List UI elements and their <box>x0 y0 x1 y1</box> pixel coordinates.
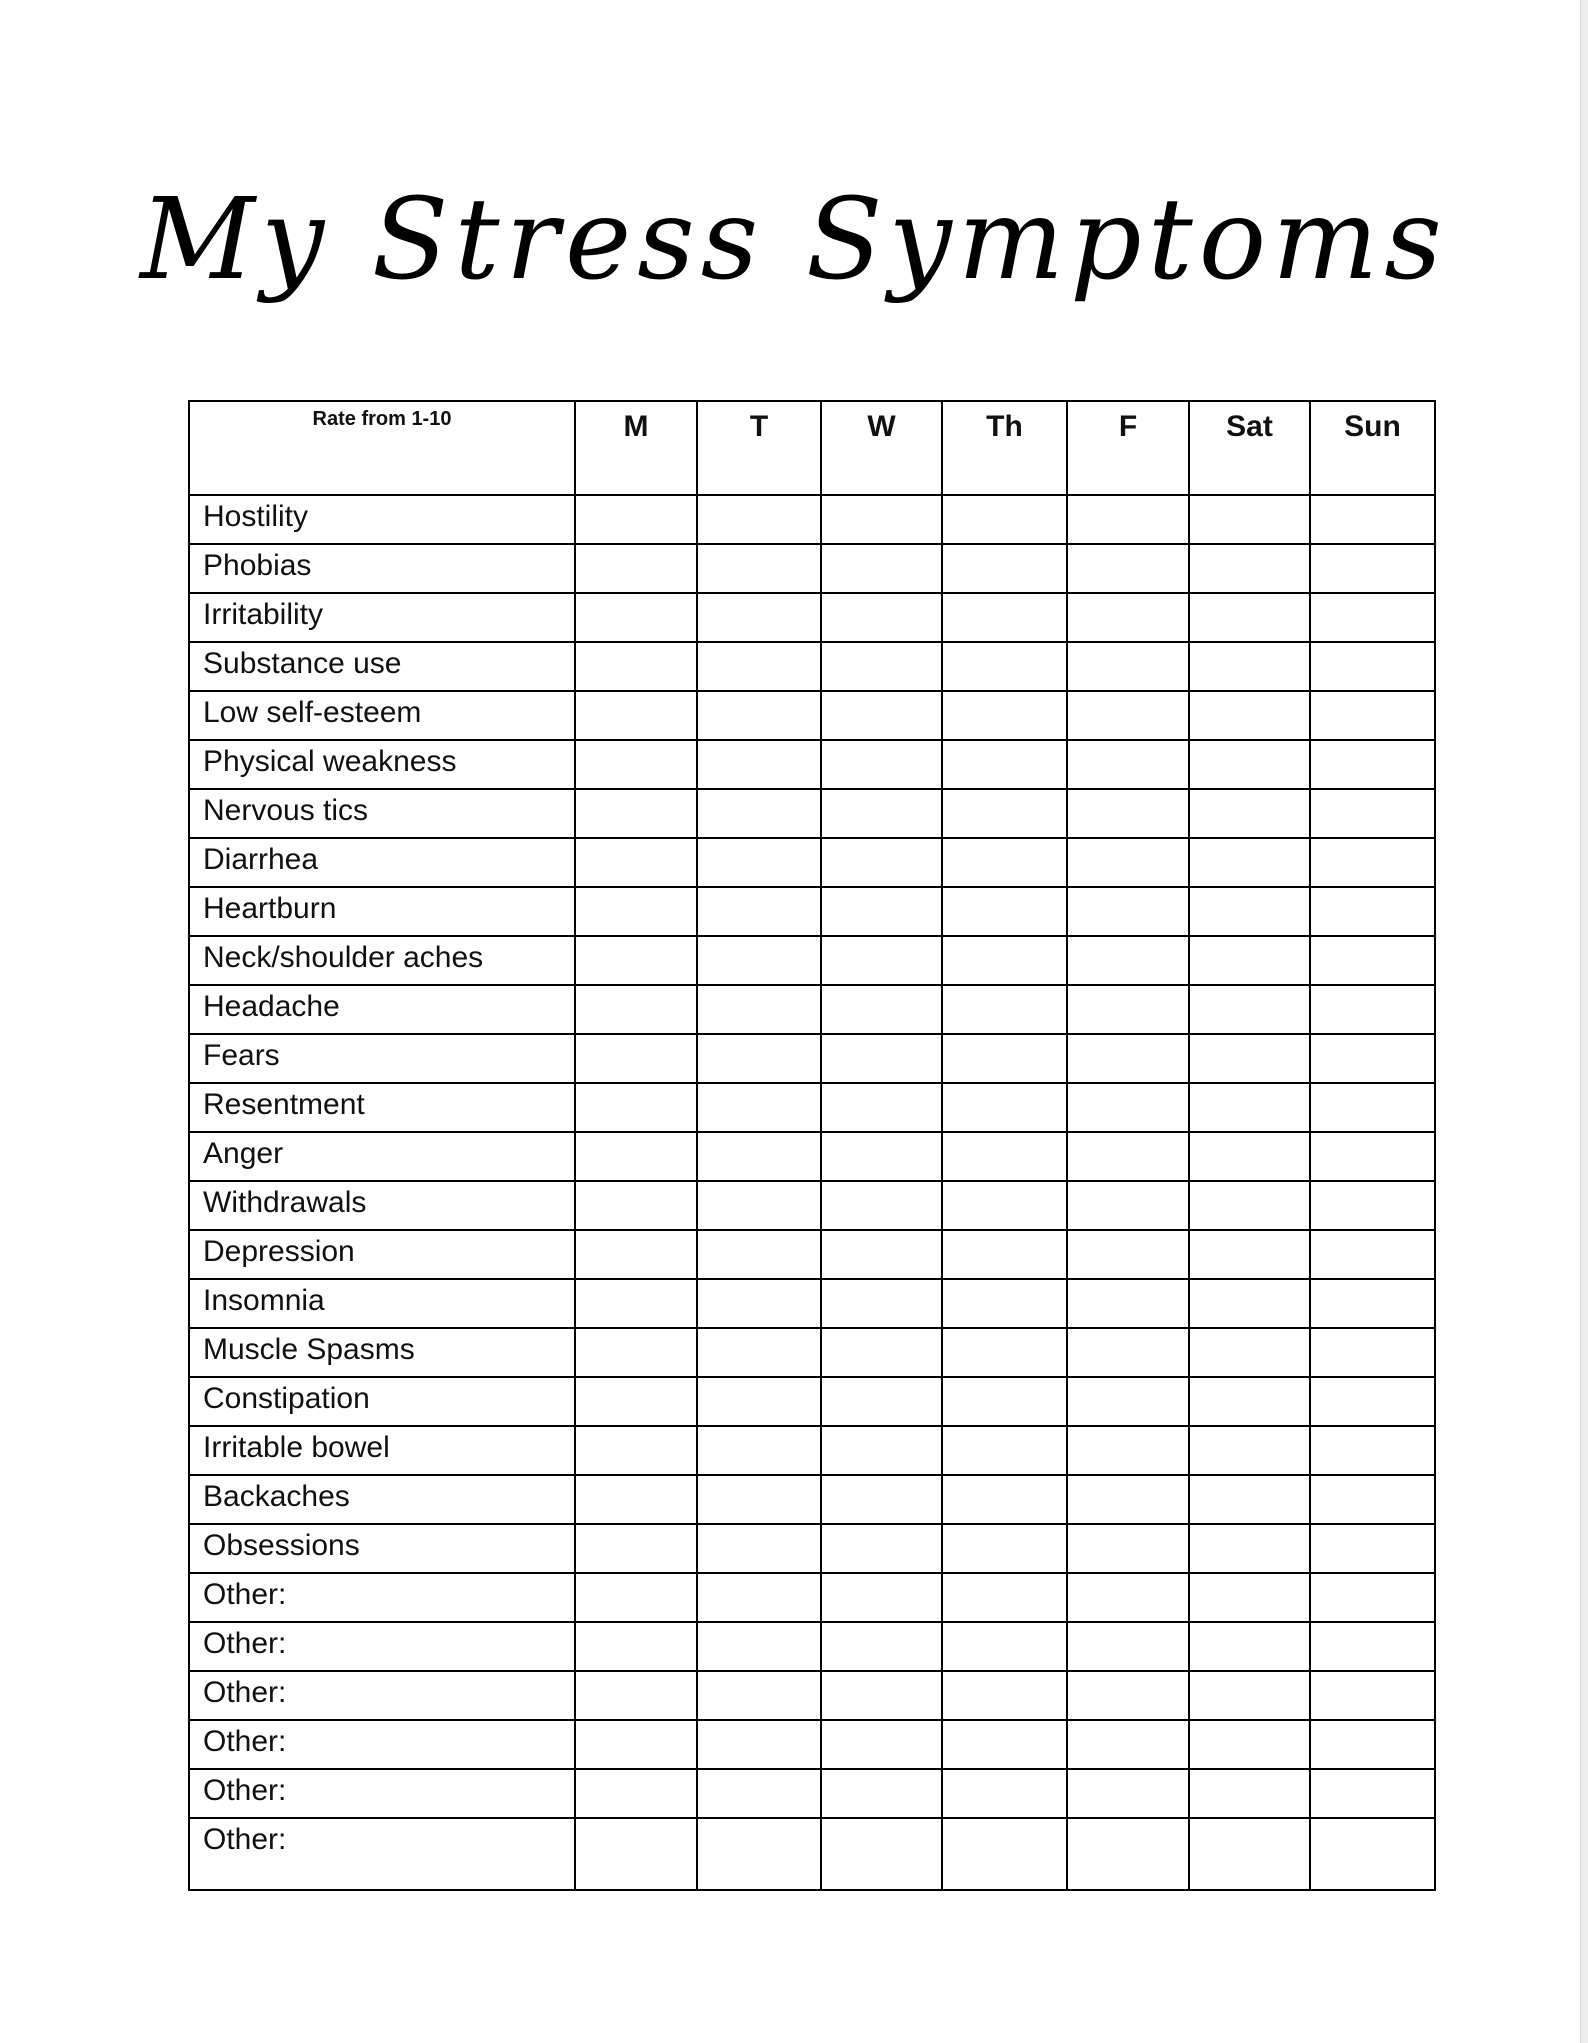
rating-cell-th[interactable] <box>942 593 1067 642</box>
rating-cell-sat[interactable] <box>1189 495 1310 544</box>
rating-cell-sat[interactable] <box>1189 740 1310 789</box>
rating-cell-th[interactable] <box>942 1181 1067 1230</box>
rating-cell-t[interactable] <box>697 1622 821 1671</box>
rating-cell-sat[interactable] <box>1189 1671 1310 1720</box>
day-header-monday: M <box>575 401 697 495</box>
symptom-row <box>189 1132 1435 1181</box>
rating-cell-f[interactable] <box>1067 887 1189 936</box>
rating-cell-t[interactable] <box>697 495 821 544</box>
rating-cell-t[interactable] <box>697 1671 821 1720</box>
rating-cell-w[interactable] <box>821 691 942 740</box>
rating-cell-t[interactable] <box>697 789 821 838</box>
rating-cell-m[interactable] <box>575 642 697 691</box>
rating-cell-t[interactable] <box>697 1573 821 1622</box>
symptom-row <box>189 1475 1435 1524</box>
rating-cell-f[interactable] <box>1067 1818 1189 1890</box>
rating-cell-w[interactable] <box>821 936 942 985</box>
rating-cell-th[interactable] <box>942 887 1067 936</box>
rating-cell-w[interactable] <box>821 1818 942 1890</box>
rating-cell-sun[interactable] <box>1310 1475 1435 1524</box>
rating-cell-sun[interactable] <box>1310 1426 1435 1475</box>
day-header-tuesday: T <box>697 401 821 495</box>
rating-cell-sun[interactable] <box>1310 1279 1435 1328</box>
rating-cell-sun[interactable] <box>1310 985 1435 1034</box>
symptom-label: Withdrawals <box>189 1181 575 1230</box>
day-header-wednesday: W <box>821 401 942 495</box>
rating-cell-w[interactable] <box>821 1475 942 1524</box>
symptom-label: Diarrhea <box>189 838 575 887</box>
symptom-row <box>189 1671 1435 1720</box>
rating-cell-t[interactable] <box>697 593 821 642</box>
rating-cell-m[interactable] <box>575 1426 697 1475</box>
symptom-label: Anger <box>189 1132 575 1181</box>
rating-cell-w[interactable] <box>821 838 942 887</box>
symptom-row <box>189 1279 1435 1328</box>
rating-cell-sun[interactable] <box>1310 789 1435 838</box>
rating-cell-f[interactable] <box>1067 1083 1189 1132</box>
rating-cell-th[interactable] <box>942 1328 1067 1377</box>
rating-cell-w[interactable] <box>821 789 942 838</box>
rating-cell-w[interactable] <box>821 1230 942 1279</box>
rating-cell-t[interactable] <box>697 1083 821 1132</box>
rating-cell-sun[interactable] <box>1310 1230 1435 1279</box>
rating-cell-f[interactable] <box>1067 838 1189 887</box>
rating-cell-w[interactable] <box>821 1671 942 1720</box>
rating-cell-t[interactable] <box>697 1475 821 1524</box>
rating-cell-sat[interactable] <box>1189 887 1310 936</box>
rating-cell-m[interactable] <box>575 1524 697 1573</box>
rating-cell-m[interactable] <box>575 1769 697 1818</box>
symptom-label: Hostility <box>189 495 575 544</box>
rating-cell-t[interactable] <box>697 1034 821 1083</box>
symptom-row <box>189 1524 1435 1573</box>
rating-cell-sun[interactable] <box>1310 1769 1435 1818</box>
rating-cell-sun[interactable] <box>1310 1083 1435 1132</box>
symptom-row <box>189 495 1435 544</box>
symptom-label: Other: <box>189 1769 575 1818</box>
rating-cell-m[interactable] <box>575 789 697 838</box>
header-row <box>189 401 1435 495</box>
rating-cell-m[interactable] <box>575 1818 697 1890</box>
rating-cell-t[interactable] <box>697 642 821 691</box>
symptom-row <box>189 1230 1435 1279</box>
rating-cell-sat[interactable] <box>1189 985 1310 1034</box>
rating-cell-f[interactable] <box>1067 1279 1189 1328</box>
rating-cell-t[interactable] <box>697 1279 821 1328</box>
symptom-row <box>189 1769 1435 1818</box>
rating-cell-f[interactable] <box>1067 642 1189 691</box>
rating-cell-m[interactable] <box>575 740 697 789</box>
symptom-row <box>189 1622 1435 1671</box>
symptom-row <box>189 1573 1435 1622</box>
rating-cell-sun[interactable] <box>1310 1818 1435 1890</box>
symptom-row <box>189 1818 1435 1890</box>
rating-cell-th[interactable] <box>942 1083 1067 1132</box>
rating-cell-sat[interactable] <box>1189 1132 1310 1181</box>
rating-cell-th[interactable] <box>942 1524 1067 1573</box>
rating-cell-f[interactable] <box>1067 1230 1189 1279</box>
symptom-label: Headache <box>189 985 575 1034</box>
rating-cell-w[interactable] <box>821 1720 942 1769</box>
rating-cell-w[interactable] <box>821 593 942 642</box>
symptom-row <box>189 985 1435 1034</box>
rating-cell-m[interactable] <box>575 544 697 593</box>
rating-cell-sun[interactable] <box>1310 642 1435 691</box>
rating-cell-m[interactable] <box>575 1671 697 1720</box>
rating-cell-sun[interactable] <box>1310 1622 1435 1671</box>
rating-cell-w[interactable] <box>821 1573 942 1622</box>
rating-cell-sat[interactable] <box>1189 691 1310 740</box>
rating-cell-w[interactable] <box>821 1181 942 1230</box>
rating-cell-th[interactable] <box>942 1034 1067 1083</box>
rating-cell-sun[interactable] <box>1310 1524 1435 1573</box>
rating-cell-th[interactable] <box>942 838 1067 887</box>
rating-cell-f[interactable] <box>1067 691 1189 740</box>
rating-cell-w[interactable] <box>821 740 942 789</box>
rating-cell-th[interactable] <box>942 1671 1067 1720</box>
rating-cell-sat[interactable] <box>1189 1622 1310 1671</box>
rating-cell-w[interactable] <box>821 1034 942 1083</box>
rating-cell-sat[interactable] <box>1189 544 1310 593</box>
rating-cell-sat[interactable] <box>1189 1230 1310 1279</box>
symptom-label: Substance use <box>189 642 575 691</box>
rating-cell-t[interactable] <box>697 936 821 985</box>
rating-cell-th[interactable] <box>942 1279 1067 1328</box>
stress-symptoms-table <box>188 400 1436 1891</box>
rating-cell-sun[interactable] <box>1310 1720 1435 1769</box>
rating-cell-sat[interactable] <box>1189 838 1310 887</box>
rating-cell-sun[interactable] <box>1310 740 1435 789</box>
symptom-row <box>189 887 1435 936</box>
rating-cell-sun[interactable] <box>1310 1573 1435 1622</box>
rating-cell-w[interactable] <box>821 1132 942 1181</box>
symptom-row <box>189 1083 1435 1132</box>
rating-cell-th[interactable] <box>942 1377 1067 1426</box>
rating-cell-m[interactable] <box>575 1720 697 1769</box>
rating-cell-t[interactable] <box>697 1720 821 1769</box>
symptom-label: Other: <box>189 1573 575 1622</box>
rating-cell-sat[interactable] <box>1189 1769 1310 1818</box>
rating-cell-sun[interactable] <box>1310 691 1435 740</box>
symptom-row <box>189 1377 1435 1426</box>
rating-cell-f[interactable] <box>1067 1769 1189 1818</box>
rating-cell-sat[interactable] <box>1189 1328 1310 1377</box>
rating-cell-sun[interactable] <box>1310 1671 1435 1720</box>
rating-cell-t[interactable] <box>697 1524 821 1573</box>
rating-cell-t[interactable] <box>697 1328 821 1377</box>
symptom-row <box>189 1328 1435 1377</box>
rating-cell-f[interactable] <box>1067 1475 1189 1524</box>
rating-cell-w[interactable] <box>821 1524 942 1573</box>
rating-cell-f[interactable] <box>1067 1720 1189 1769</box>
rating-cell-f[interactable] <box>1067 1671 1189 1720</box>
rating-cell-sat[interactable] <box>1189 1524 1310 1573</box>
rating-cell-t[interactable] <box>697 838 821 887</box>
symptom-label: Phobias <box>189 544 575 593</box>
rating-cell-t[interactable] <box>697 544 821 593</box>
symptom-row <box>189 1034 1435 1083</box>
symptom-label: Other: <box>189 1720 575 1769</box>
symptom-row <box>189 936 1435 985</box>
day-header-sunday: Sun <box>1310 401 1435 495</box>
rating-cell-sat[interactable] <box>1189 1377 1310 1426</box>
symptom-rows <box>189 495 1435 1890</box>
rating-cell-m[interactable] <box>575 838 697 887</box>
rating-cell-m[interactable] <box>575 495 697 544</box>
rating-cell-m[interactable] <box>575 1181 697 1230</box>
rating-cell-sun[interactable] <box>1310 838 1435 887</box>
rating-cell-w[interactable] <box>821 1622 942 1671</box>
rating-cell-th[interactable] <box>942 1622 1067 1671</box>
rating-cell-sun[interactable] <box>1310 887 1435 936</box>
symptom-label: Heartburn <box>189 887 575 936</box>
day-header-thursday: Th <box>942 401 1067 495</box>
rating-cell-f[interactable] <box>1067 544 1189 593</box>
symptom-row <box>189 1181 1435 1230</box>
rating-cell-th[interactable] <box>942 1132 1067 1181</box>
symptom-row <box>189 789 1435 838</box>
rating-cell-sun[interactable] <box>1310 1328 1435 1377</box>
rating-cell-th[interactable] <box>942 1230 1067 1279</box>
rating-cell-sun[interactable] <box>1310 544 1435 593</box>
rating-cell-t[interactable] <box>697 1230 821 1279</box>
rating-cell-w[interactable] <box>821 985 942 1034</box>
symptom-label: Resentment <box>189 1083 575 1132</box>
symptom-label: Backaches <box>189 1475 575 1524</box>
day-header-saturday: Sat <box>1189 401 1310 495</box>
rating-cell-f[interactable] <box>1067 1573 1189 1622</box>
symptom-label: Irritable bowel <box>189 1426 575 1475</box>
rating-cell-f[interactable] <box>1067 1132 1189 1181</box>
rating-cell-th[interactable] <box>942 642 1067 691</box>
symptom-label: Other: <box>189 1671 575 1720</box>
rating-cell-f[interactable] <box>1067 495 1189 544</box>
rating-cell-m[interactable] <box>575 1622 697 1671</box>
symptom-row <box>189 1426 1435 1475</box>
symptom-row <box>189 593 1435 642</box>
rating-cell-w[interactable] <box>821 887 942 936</box>
rating-cell-f[interactable] <box>1067 789 1189 838</box>
symptom-label: Obsessions <box>189 1524 575 1573</box>
symptom-row <box>189 691 1435 740</box>
rating-cell-f[interactable] <box>1067 936 1189 985</box>
symptom-label: Other: <box>189 1818 575 1890</box>
rating-cell-th[interactable] <box>942 985 1067 1034</box>
symptom-label: Other: <box>189 1622 575 1671</box>
rating-cell-sat[interactable] <box>1189 1426 1310 1475</box>
symptom-label: Depression <box>189 1230 575 1279</box>
rating-cell-sat[interactable] <box>1189 1720 1310 1769</box>
rating-cell-t[interactable] <box>697 887 821 936</box>
rating-cell-f[interactable] <box>1067 1426 1189 1475</box>
rating-cell-sat[interactable] <box>1189 1475 1310 1524</box>
rating-cell-t[interactable] <box>697 1769 821 1818</box>
rating-cell-sun[interactable] <box>1310 1132 1435 1181</box>
symptom-row <box>189 544 1435 593</box>
rating-cell-f[interactable] <box>1067 1622 1189 1671</box>
rating-cell-sat[interactable] <box>1189 936 1310 985</box>
rating-cell-t[interactable] <box>697 1818 821 1890</box>
rating-cell-th[interactable] <box>942 789 1067 838</box>
rating-cell-sat[interactable] <box>1189 1181 1310 1230</box>
rating-cell-w[interactable] <box>821 544 942 593</box>
rating-cell-th[interactable] <box>942 1573 1067 1622</box>
rating-cell-m[interactable] <box>575 1475 697 1524</box>
rating-cell-t[interactable] <box>697 1181 821 1230</box>
rating-cell-th[interactable] <box>942 495 1067 544</box>
rating-cell-sun[interactable] <box>1310 1181 1435 1230</box>
symptom-label: Constipation <box>189 1377 575 1426</box>
page-title: My Stress Symptoms <box>140 175 1448 306</box>
rating-cell-w[interactable] <box>821 495 942 544</box>
rating-cell-th[interactable] <box>942 1475 1067 1524</box>
rating-cell-f[interactable] <box>1067 1524 1189 1573</box>
rating-cell-sun[interactable] <box>1310 495 1435 544</box>
rating-cell-m[interactable] <box>575 1573 697 1622</box>
rating-cell-f[interactable] <box>1067 985 1189 1034</box>
rating-cell-f[interactable] <box>1067 1328 1189 1377</box>
rating-cell-sat[interactable] <box>1189 593 1310 642</box>
rating-cell-m[interactable] <box>575 1377 697 1426</box>
symptom-row <box>189 1720 1435 1769</box>
rating-cell-w[interactable] <box>821 1279 942 1328</box>
rating-cell-th[interactable] <box>942 936 1067 985</box>
rating-cell-m[interactable] <box>575 1034 697 1083</box>
rating-cell-sat[interactable] <box>1189 1034 1310 1083</box>
rating-cell-th[interactable] <box>942 1769 1067 1818</box>
rating-cell-th[interactable] <box>942 1720 1067 1769</box>
symptom-label: Neck/shoulder aches <box>189 936 575 985</box>
rating-cell-sun[interactable] <box>1310 593 1435 642</box>
rating-cell-m[interactable] <box>575 691 697 740</box>
rating-cell-f[interactable] <box>1067 1377 1189 1426</box>
rating-cell-m[interactable] <box>575 1328 697 1377</box>
rating-cell-th[interactable] <box>942 544 1067 593</box>
rating-cell-t[interactable] <box>697 1132 821 1181</box>
symptom-label: Irritability <box>189 593 575 642</box>
rating-cell-sat[interactable] <box>1189 1279 1310 1328</box>
rating-cell-th[interactable] <box>942 740 1067 789</box>
symptom-row <box>189 642 1435 691</box>
rating-cell-t[interactable] <box>697 691 821 740</box>
symptom-row <box>189 740 1435 789</box>
rating-cell-th[interactable] <box>942 691 1067 740</box>
symptom-label: Physical weakness <box>189 740 575 789</box>
rating-cell-f[interactable] <box>1067 593 1189 642</box>
rating-cell-f[interactable] <box>1067 740 1189 789</box>
rating-scale-label: Rate from 1-10 <box>189 401 575 495</box>
rating-cell-m[interactable] <box>575 1230 697 1279</box>
rating-cell-t[interactable] <box>697 1377 821 1426</box>
rating-cell-m[interactable] <box>575 1083 697 1132</box>
rating-cell-f[interactable] <box>1067 1181 1189 1230</box>
rating-cell-sat[interactable] <box>1189 1083 1310 1132</box>
rating-cell-m[interactable] <box>575 985 697 1034</box>
rating-cell-f[interactable] <box>1067 1034 1189 1083</box>
rating-cell-w[interactable] <box>821 1328 942 1377</box>
rating-cell-sat[interactable] <box>1189 642 1310 691</box>
symptom-row <box>189 838 1435 887</box>
rating-cell-th[interactable] <box>942 1426 1067 1475</box>
rating-cell-t[interactable] <box>697 740 821 789</box>
rating-cell-w[interactable] <box>821 1769 942 1818</box>
rating-cell-sat[interactable] <box>1189 789 1310 838</box>
rating-cell-w[interactable] <box>821 1426 942 1475</box>
rating-cell-w[interactable] <box>821 642 942 691</box>
rating-cell-m[interactable] <box>575 1132 697 1181</box>
rating-cell-m[interactable] <box>575 1279 697 1328</box>
rating-cell-w[interactable] <box>821 1083 942 1132</box>
rating-cell-m[interactable] <box>575 887 697 936</box>
symptom-label: Insomnia <box>189 1279 575 1328</box>
rating-cell-sat[interactable] <box>1189 1818 1310 1890</box>
rating-cell-t[interactable] <box>697 985 821 1034</box>
rating-cell-m[interactable] <box>575 593 697 642</box>
rating-cell-m[interactable] <box>575 936 697 985</box>
rating-cell-w[interactable] <box>821 1377 942 1426</box>
rating-cell-th[interactable] <box>942 1818 1067 1890</box>
symptom-label: Nervous tics <box>189 789 575 838</box>
symptom-label: Fears <box>189 1034 575 1083</box>
rating-cell-sun[interactable] <box>1310 936 1435 985</box>
rating-cell-sun[interactable] <box>1310 1377 1435 1426</box>
rating-cell-t[interactable] <box>697 1426 821 1475</box>
rating-cell-sun[interactable] <box>1310 1034 1435 1083</box>
day-header-friday: F <box>1067 401 1189 495</box>
rating-cell-sat[interactable] <box>1189 1573 1310 1622</box>
symptom-label: Low self-esteem <box>189 691 575 740</box>
symptom-label: Muscle Spasms <box>189 1328 575 1377</box>
